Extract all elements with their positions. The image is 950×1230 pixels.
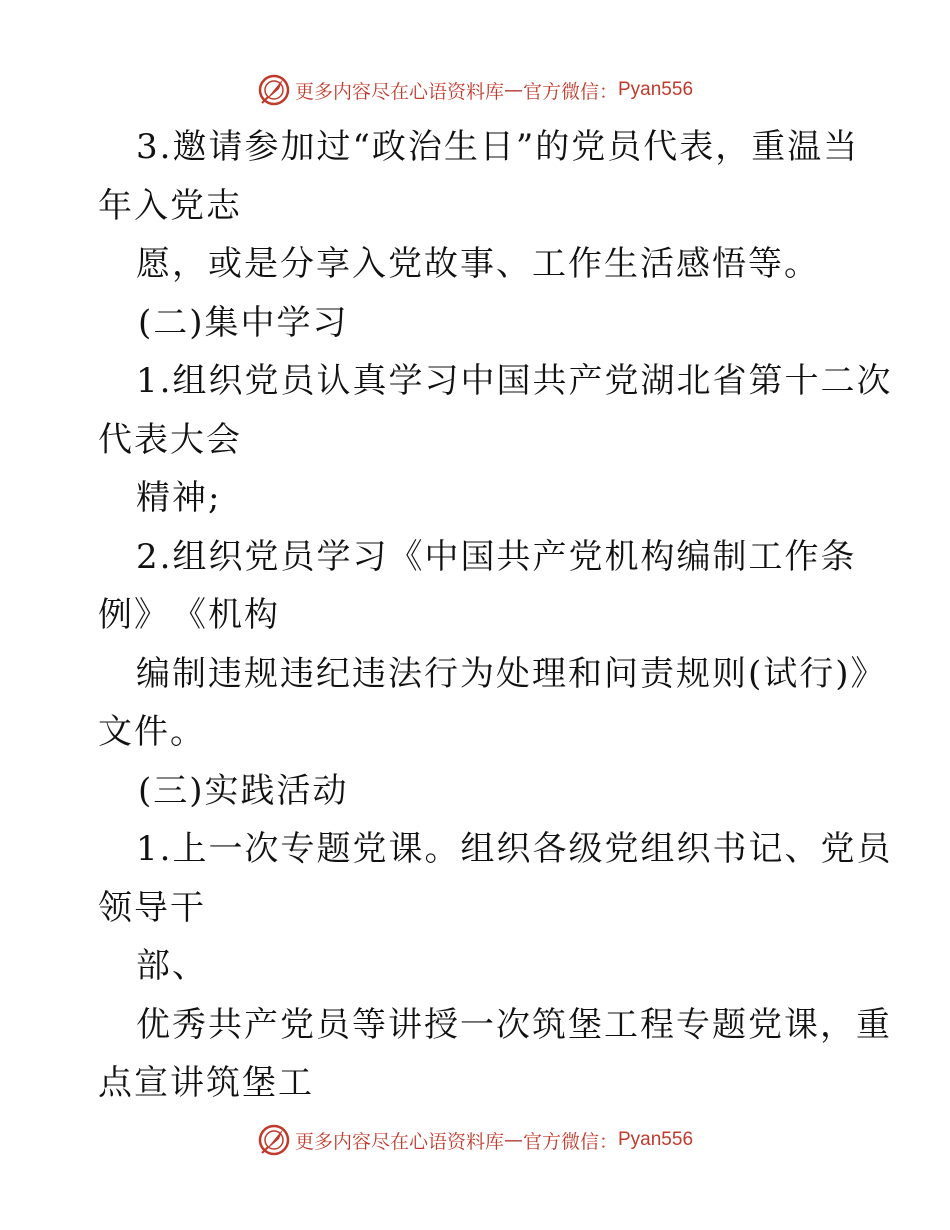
footer-wechat-id: Pyan556 bbox=[618, 1129, 694, 1150]
body-line: 愿，或是分享入党故事、工作生活感悟等。 bbox=[136, 244, 820, 284]
body-line: 领导干 bbox=[98, 887, 206, 928]
body-line: 例》 《机构 bbox=[98, 595, 280, 635]
body-line: 1.组织党员认真学习中国共产党湖北省第十二次 bbox=[136, 361, 893, 401]
quill-logo-icon bbox=[257, 73, 291, 107]
body-line: 精神; bbox=[136, 478, 222, 518]
body-line: 年入党志 bbox=[98, 185, 242, 226]
footer-wechat-label: 官方微信： bbox=[522, 1130, 618, 1153]
body-line: 部、 bbox=[136, 946, 208, 986]
body-line: 3.邀请参加过“政治生日”的党员代表，重温当 bbox=[136, 127, 860, 167]
header-wechat-label: 官方微信： bbox=[522, 80, 618, 103]
body-line: 编制违规违纪违法行为处理和问责规则(试行)》 bbox=[136, 653, 887, 694]
quill-logo-icon bbox=[257, 1123, 291, 1157]
footer-banner bbox=[0, 1120, 950, 1160]
body-line: 1.上一次专题党课。组织各级党组织书记、党员 bbox=[136, 829, 893, 869]
section-heading: (三)实践活动 bbox=[138, 770, 349, 811]
body-line: 点宣讲筑堡工 bbox=[98, 1063, 314, 1103]
body-line: 优秀共产党员等讲授一次筑堡工程专题党课，重 bbox=[136, 1004, 892, 1045]
footer-brand-text: 更多内容尽在心语资料库 bbox=[294, 1130, 504, 1153]
document-body bbox=[98, 118, 893, 1113]
header-separator: — bbox=[503, 79, 523, 101]
header-banner bbox=[0, 70, 950, 110]
header-wechat-id: Pyan556 bbox=[618, 79, 694, 100]
body-line: 文件。 bbox=[98, 712, 206, 752]
header-brand-text: 更多内容尽在心语资料库 bbox=[294, 80, 504, 103]
section-heading: (二)集中学习 bbox=[138, 302, 349, 343]
body-line: 2.组织党员学习《中国共产党机构编制工作条 bbox=[136, 536, 857, 577]
footer-separator: — bbox=[503, 1129, 523, 1151]
body-line: 代表大会 bbox=[98, 419, 242, 460]
